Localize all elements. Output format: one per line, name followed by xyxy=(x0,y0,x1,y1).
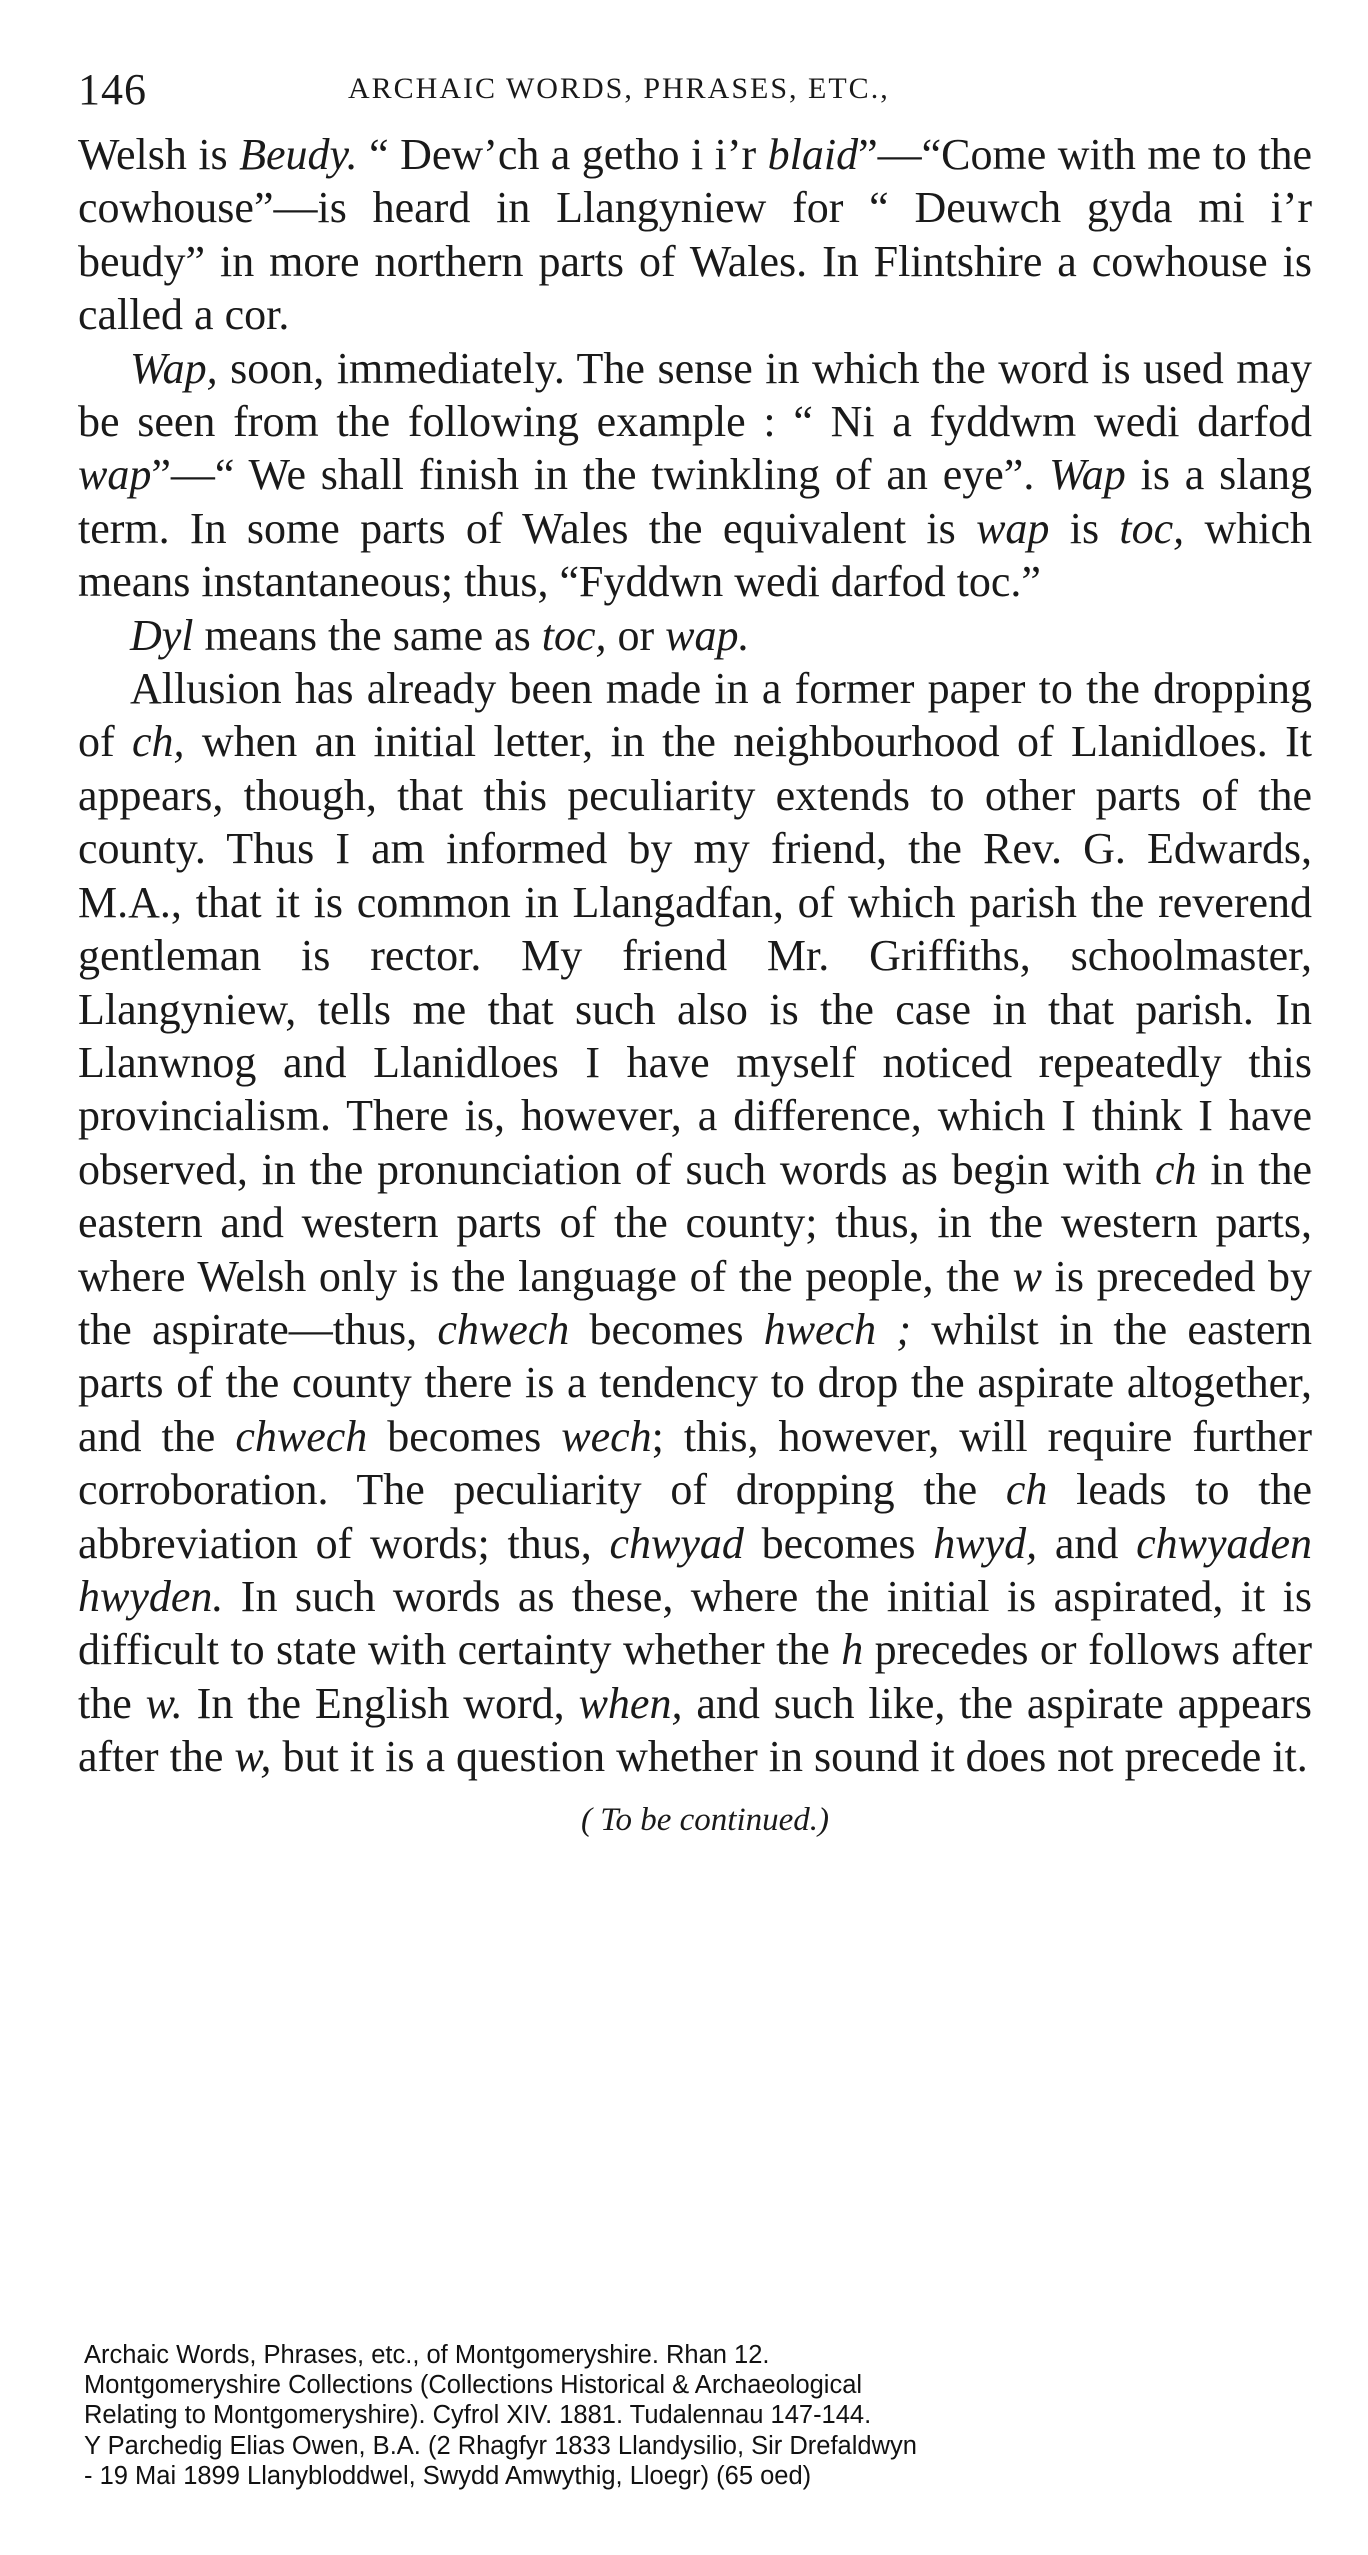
italic-term: w, xyxy=(234,1732,272,1782)
text-run: “ Dew’ch a getho i i’r xyxy=(357,130,768,179)
italic-term: h xyxy=(841,1625,864,1675)
italic-term: hwech ; xyxy=(763,1304,911,1354)
text-run: is preceded by the aspirate—thus, xyxy=(78,1251,1312,1354)
text-run: In the English word, xyxy=(182,1678,579,1728)
italic-term: toc, xyxy=(1119,503,1185,553)
text-run: and such like, the aspirate appears after the xyxy=(78,1678,1312,1782)
text-run: becomes xyxy=(367,1411,562,1461)
text-run: Allusion has already been made in a former paper to the dropping of xyxy=(78,664,1312,767)
italic-term: w xyxy=(1012,1251,1042,1301)
article-body xyxy=(78,128,1312,1784)
page-header xyxy=(78,64,1312,128)
italic-term: ch, xyxy=(132,717,185,767)
text-run: is a slang term. In some parts of Wales the equivalent is xyxy=(78,450,1312,553)
italic-term: wech xyxy=(561,1411,652,1461)
paragraph xyxy=(78,128,1312,342)
italic-term: chwyaden hwyden. xyxy=(78,1518,1313,1621)
caption-line: Relating to Montgomeryshire). Cyfrol XIV. 1881. Tudalennau 147-144. xyxy=(84,2401,872,2430)
italic-term: w. xyxy=(145,1678,183,1728)
caption-line: - 19 Mai 1899 Llanybloddwel, Swydd Amwythig, Lloegr) (65 oed) xyxy=(84,2461,812,2490)
text-run: ; this, however, will require further corroboration. The peculiarity of dropping the xyxy=(78,1411,1312,1515)
italic-term: toc, xyxy=(541,610,607,660)
italic-term: Wap xyxy=(1049,450,1126,500)
to-be-continued-note: ( To be continued.) xyxy=(580,1801,830,1838)
text-run: means the same as xyxy=(193,610,542,660)
italic-term: chwech xyxy=(235,1411,368,1461)
italic-term: blaid xyxy=(767,130,859,179)
italic-term: Beudy. xyxy=(239,130,358,179)
text-run: is xyxy=(1049,503,1120,553)
italic-term: chwech xyxy=(437,1304,570,1354)
text-run: Welsh is xyxy=(78,130,240,179)
text-run: but it is a question whether in sound it does not precede it. xyxy=(271,1732,1308,1782)
paragraph xyxy=(78,662,1312,1784)
caption-line: Montgomeryshire Collections (Collections Historical & Archaeological xyxy=(84,2371,863,2400)
italic-term: hwyd, xyxy=(933,1518,1038,1568)
page-number: 146 xyxy=(78,65,147,114)
paragraph xyxy=(78,609,1312,662)
running-head: ARCHAIC WORDS, PHRASES, ETC., xyxy=(348,72,890,105)
document-page xyxy=(78,64,1312,1839)
text-run: in the eastern and western parts of the county; thus, in the western parts, where Welsh only is the language of the people, the xyxy=(78,1144,1312,1301)
italic-term: when, xyxy=(578,1678,683,1728)
italic-term: ch xyxy=(1155,1144,1197,1194)
text-run: ”—“ We shall finish in the twinkling of an eye”. xyxy=(151,450,1050,500)
text-run: or xyxy=(606,610,666,660)
text-run: soon, immediately. The sense in which the word is used may be seen from the following example : “ Ni a fyddwm wedi darfod xyxy=(78,343,1312,447)
caption-line: Archaic Words, Phrases, etc., of Montgomeryshire. Rhan 12. xyxy=(84,2341,770,2369)
text-run: becomes xyxy=(743,1518,934,1568)
text-run: becomes xyxy=(569,1304,764,1354)
italic-term: Wap, xyxy=(130,343,218,393)
source-caption xyxy=(84,2340,1284,2491)
italic-term: wap xyxy=(976,503,1050,553)
text-run: which means instantaneous; thus, “Fyddwn wedi darfod toc.” xyxy=(78,503,1313,607)
paragraph xyxy=(78,342,1312,609)
text-run: whilst in the eastern parts of the county there is a tendency to drop the aspirate altogether, and the xyxy=(78,1304,1312,1461)
italic-term: ch xyxy=(1005,1465,1048,1515)
italic-term: wap. xyxy=(665,610,750,660)
text-run: ”—“Come with me to the cowhouse”—is heard in Llangyniew for “ Deuwch gyda mi i’r beudy” in more northern parts of Wales. In Flintshire a cowhouse is called a cor. xyxy=(78,130,1313,340)
text-run: and xyxy=(1037,1518,1137,1568)
italic-term: Dyl xyxy=(130,610,194,660)
italic-term: wap xyxy=(78,450,152,500)
italic-term: chwyad xyxy=(609,1518,744,1568)
text-run: In such words as these, where the initial is aspirated, it is difficult to state with certainty whether the xyxy=(78,1571,1312,1675)
text-run: precedes or follows after the xyxy=(78,1625,1312,1728)
text-run: when an initial letter, in the neighbourhood of Llanidloes. It appears, though, that this peculiarity extends to other parts of the county. Thus I am informed by my friend, the Rev. G. Edwards, M.A., that it is common in Llangadfan, of which parish the reverend gentleman is rector. My friend Mr. Griffiths, schoolmaster, Llangyniew, tells me that such also is the case in that parish. In Llanwnog and Llanidloes I have myself noticed repeatedly this provincialism. There is, however, a difference, which I think I have observed, in the pronunciation of such words as begin with xyxy=(78,717,1312,1194)
caption-line: Y Parchedig Elias Owen, B.A. (2 Rhagfyr 1833 Llandysilio, Sir Drefaldwyn xyxy=(84,2431,917,2460)
text-run: leads to the abbreviation of words; thus, xyxy=(78,1465,1312,1568)
